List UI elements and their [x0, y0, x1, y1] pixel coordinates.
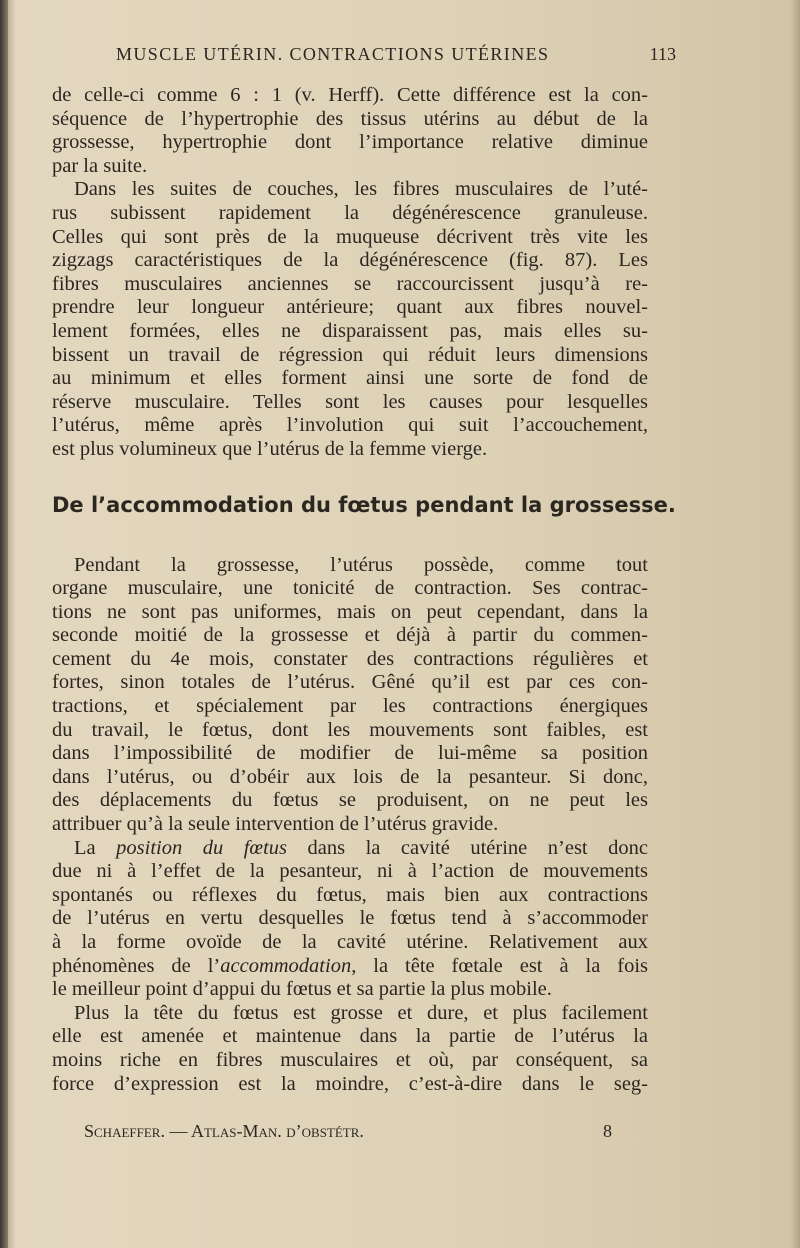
text-line: Plus la tête du fœtus est grosse et dure, et plus facilement	[74, 1001, 648, 1024]
text-line: fibres musculaires anciennes se raccourcissent jusqu’à re-	[52, 272, 648, 295]
page-body	[52, 84, 676, 1096]
text-line: des déplacements du fœtus se produisent, on ne peut les	[52, 789, 648, 812]
text-line: du travail, le fœtus, dont les mouvements sont faibles, est	[52, 718, 648, 741]
text-line: fortes, sinon totales de l’utérus. Gêné qu’il est par ces con-	[52, 671, 648, 694]
paragraph-2	[52, 178, 648, 461]
text-line: séquence de l’hypertrophie des tissus utérins au début de la	[52, 107, 648, 130]
running-header	[116, 44, 676, 74]
book-spine-shadow	[0, 0, 8, 1248]
text-span: phénomènes de l’	[52, 954, 221, 977]
text-span: La	[74, 836, 117, 859]
text-line: lement formées, elles ne disparaissent pas, mais elles su-	[52, 319, 648, 342]
italic-term: accommodation	[220, 954, 352, 977]
italic-term: position du fœtus	[116, 836, 288, 859]
text-line	[52, 955, 648, 979]
text-line: force d’expression est la moindre, c’est-à-dire dans le seg-	[52, 1072, 648, 1095]
text-line: dans l’impossibilité de modifier de lui-même sa position	[52, 742, 648, 765]
text-line: moins riche en fibres musculaires et où, par conséquent, sa	[52, 1048, 648, 1071]
page-edge-shadow	[790, 0, 800, 1248]
text-line: prendre leur longueur antérieure; quant aux fibres nouvel-	[52, 296, 648, 319]
page-footer	[84, 1121, 612, 1147]
text-line: est plus volumineux que l’utérus de la femme vierge.	[52, 437, 488, 460]
text-line: de celle-ci comme 6 : 1 (v. Herff). Cette différence est la con-	[52, 84, 648, 106]
printer-signature: Schaeffer. — Atlas-Man. d’obstétr.	[84, 1121, 364, 1141]
page-number: 113	[649, 44, 676, 64]
text-line: tractions, et spécialement par les contractions énergiques	[52, 695, 648, 718]
text-line: le meilleur point d’appui du fœtus et sa partie la plus mobile.	[52, 978, 552, 1001]
text-line: au minimum et elles forment ainsi une sorte de fond de	[52, 367, 648, 390]
text-line: l’utérus, même après l’involution qui suit l’accouchement,	[52, 414, 648, 437]
text-line: bissent un travail de régression qui réduit leurs dimensions	[52, 343, 648, 366]
text-line: due ni à l’effet de la pesanteur, ni à l’action de mouvements	[52, 860, 648, 883]
sheet-number: 8	[603, 1121, 612, 1141]
text-line: rus subissent rapidement la dégénérescence granuleuse.	[52, 201, 648, 224]
text-line: cement du 4e mois, constater des contractions régulières et	[52, 647, 648, 670]
text-line: elle est amenée et maintenue dans la partie de l’utérus la	[52, 1025, 648, 1048]
text-line: dans l’utérus, ou d’obéir aux lois de la pesanteur. Si donc,	[52, 765, 648, 788]
text-line: spontanés ou réflexes du fœtus, mais bien aux contractions	[52, 883, 648, 906]
text-span: , la tête fœtale est à la fois	[351, 954, 648, 977]
section-heading: De l’accommodation du fœtus pendant la grossesse.	[52, 492, 676, 517]
text-line: à la forme ovoïde de la cavité utérine. Relativement aux	[52, 931, 648, 953]
text-line: tions ne sont pas uniformes, mais on peut cependant, dans la	[52, 600, 648, 623]
text-line: zigzags caractéristiques de la dégénérescence (fig. 87). Les	[52, 249, 648, 272]
text-line: seconde moitié de la grossesse et déjà à partir du commen-	[52, 624, 648, 647]
paragraph-4	[52, 837, 648, 1002]
text-line: attribuer qu’à la seule intervention de l’utérus gravide.	[52, 813, 499, 836]
running-title: MUSCLE UTÉRIN. CONTRACTIONS UTÉRINES	[116, 44, 550, 64]
text-line: Pendant la grossesse, l’utérus possède, comme tout	[74, 553, 648, 576]
text-line: organe musculaire, une tonicité de contraction. Ses contrac-	[52, 577, 648, 600]
text-line: réserve musculaire. Telles sont les causes pour lesquelles	[52, 390, 648, 413]
paragraph-1	[52, 84, 648, 178]
text-line: Celles qui sont près de la muqueuse décrivent très vite les	[52, 225, 648, 248]
paragraph-5	[52, 1002, 648, 1096]
text-line	[52, 837, 648, 861]
text-span: dans la cavité utérine n’est donc	[287, 836, 648, 859]
text-line: de l’utérus en vertu desquelles le fœtus tend à s’accommoder	[52, 907, 648, 930]
text-line: par la suite.	[52, 154, 148, 177]
paragraph-3	[52, 554, 648, 837]
text-line: Dans les suites de couches, les fibres musculaires de l’uté-	[74, 178, 648, 201]
text-line: grossesse, hypertrophie dont l’importance relative diminue	[52, 131, 648, 154]
